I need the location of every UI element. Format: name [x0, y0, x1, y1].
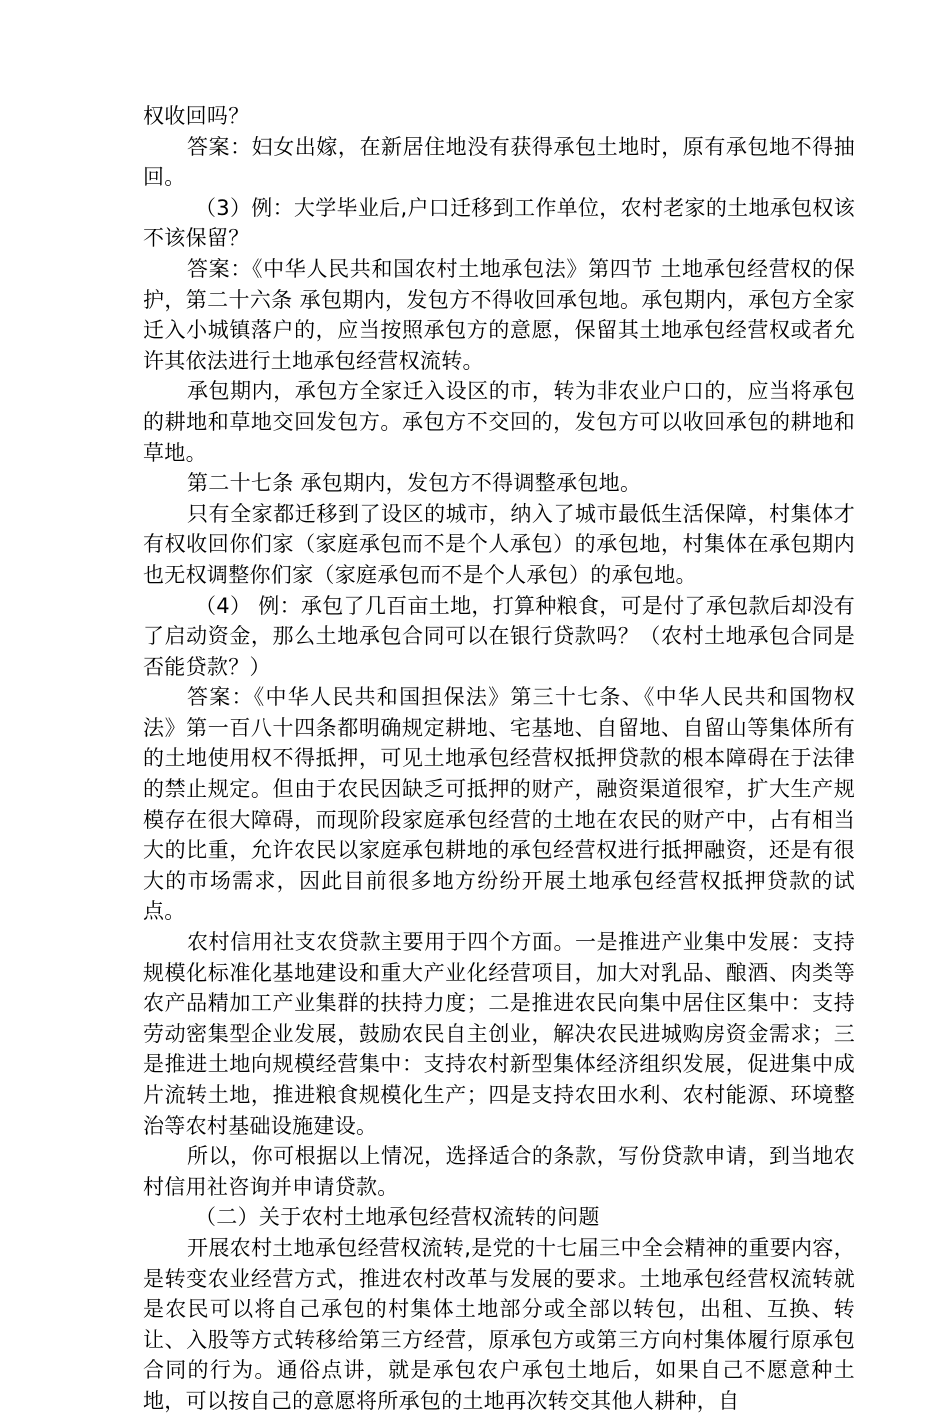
- paragraph-answer-4: 答案：《中华人民共和国担保法》第三十七条、《中华人民共和国物权法》第一百八十四条都明确规定耕地、宅基地、自留地、自留山等集体所有的土地使用权不得抵押，可见土地承包经营权抵押贷款的根本障碍在于法律的禁止规定。但由于农民因缺乏可抵押的财产，融资渠道很窄，扩大生产规模存在很大障碍，而现阶段家庭承包经营的土地在农民的财产中，占有相当大的比重，允许农民以家庭承包耕地的承包经营权进行抵押融资，还是有很大的市场需求，因此目前很多地方纷纷开展土地承包经营权抵押贷款的试点。: [143, 685, 855, 924]
- paragraph-transfer-intro: 开展农村土地承包经营权流转,是党的十七届三中全会精神的重要内容，是转变农业经营方式，推进农村改革与发展的要求。土地承包经营权流转就是农民可以将自己承包的村集体土地部分或全部以转包，出租、互换、转让、入股等方式转移给第三方经营，原承包方或第三方向村集体履行原承包合同的行为。通俗点讲，就是承包农户承包土地后，如果自己不愿意种土地，可以按自己的意愿将所承包的土地再次转交其他人耕种，自: [143, 1235, 855, 1413]
- paragraph-example-4: （4） 例：承包了几百亩土地，打算种粮食，可是付了承包款后却没有了启动资金，那么土地承包合同可以在银行贷款吗？（农村土地承包合同是否能贷款？）: [143, 593, 855, 679]
- paragraph-credit-coop: 农村信用社支农贷款主要用于四个方面。一是推进产业集中发展：支持规模化标准化基地建设和重大产业化经营项目，加大对乳品、酿酒、肉类等农产品精加工产业集群的扶持力度；二是推进农民向集中居住区集中：支持劳动密集型企业发展，鼓励农民自主创业，解决农民进城购房资金需求；三是推进土地向规模经营集中：支持农村新型集体经济组织发展，促进集中成片流转土地，推进粮食规模化生产；四是支持农田水利、农村能源、环境整治等农村基础设施建设。: [143, 930, 855, 1138]
- paragraph-continuation: 权收回吗？: [143, 104, 250, 128]
- section-heading-transfer: （二）关于农村土地承包经营权流转的问题: [195, 1205, 600, 1230]
- paragraph-conclusion: 所以，你可根据以上情况，选择适合的条款，写份贷款申请，到当地农村信用社咨询并申请贷款。: [143, 1144, 855, 1199]
- paragraph-explanation: 只有全家都迁移到了设区的城市，纳入了城市最低生活保障，村集体才有权收回你们家（家庭承包而不是个人承包）的承包地，村集体在承包期内也无权调整你们家（家庭承包而不是个人承包）的承包地。: [143, 501, 855, 587]
- paragraph-example-3: （3）例：大学毕业后,户口迁移到工作单位，农村老家的土地承包权该不该保留？: [143, 195, 855, 251]
- paragraph-answer-1: 答案：妇女出嫁，在新居住地没有获得承包土地时，原有承包地不得抽回。: [143, 134, 855, 190]
- document-body: [143, 101, 855, 1417]
- paragraph-answer-3: 答案：《中华人民共和国农村土地承包法》第四节 土地承包经营权的保护，第二十六条 承包期内，发包方不得收回承包地。承包期内，承包方全家迁入小城镇落户的，应当按照承包方的意愿，保留其土地承包经营权或者允许其依法进行土地承包经营权流转。: [143, 256, 855, 373]
- paragraph-article-26-cont: 承包期内，承包方全家迁入设区的市，转为非农业户口的，应当将承包的耕地和草地交回发包方。承包方不交回的，发包方可以收回承包的耕地和草地。: [143, 379, 855, 465]
- paragraph-article-27: 第二十七条 承包期内，发包方不得调整承包地。: [187, 471, 642, 496]
